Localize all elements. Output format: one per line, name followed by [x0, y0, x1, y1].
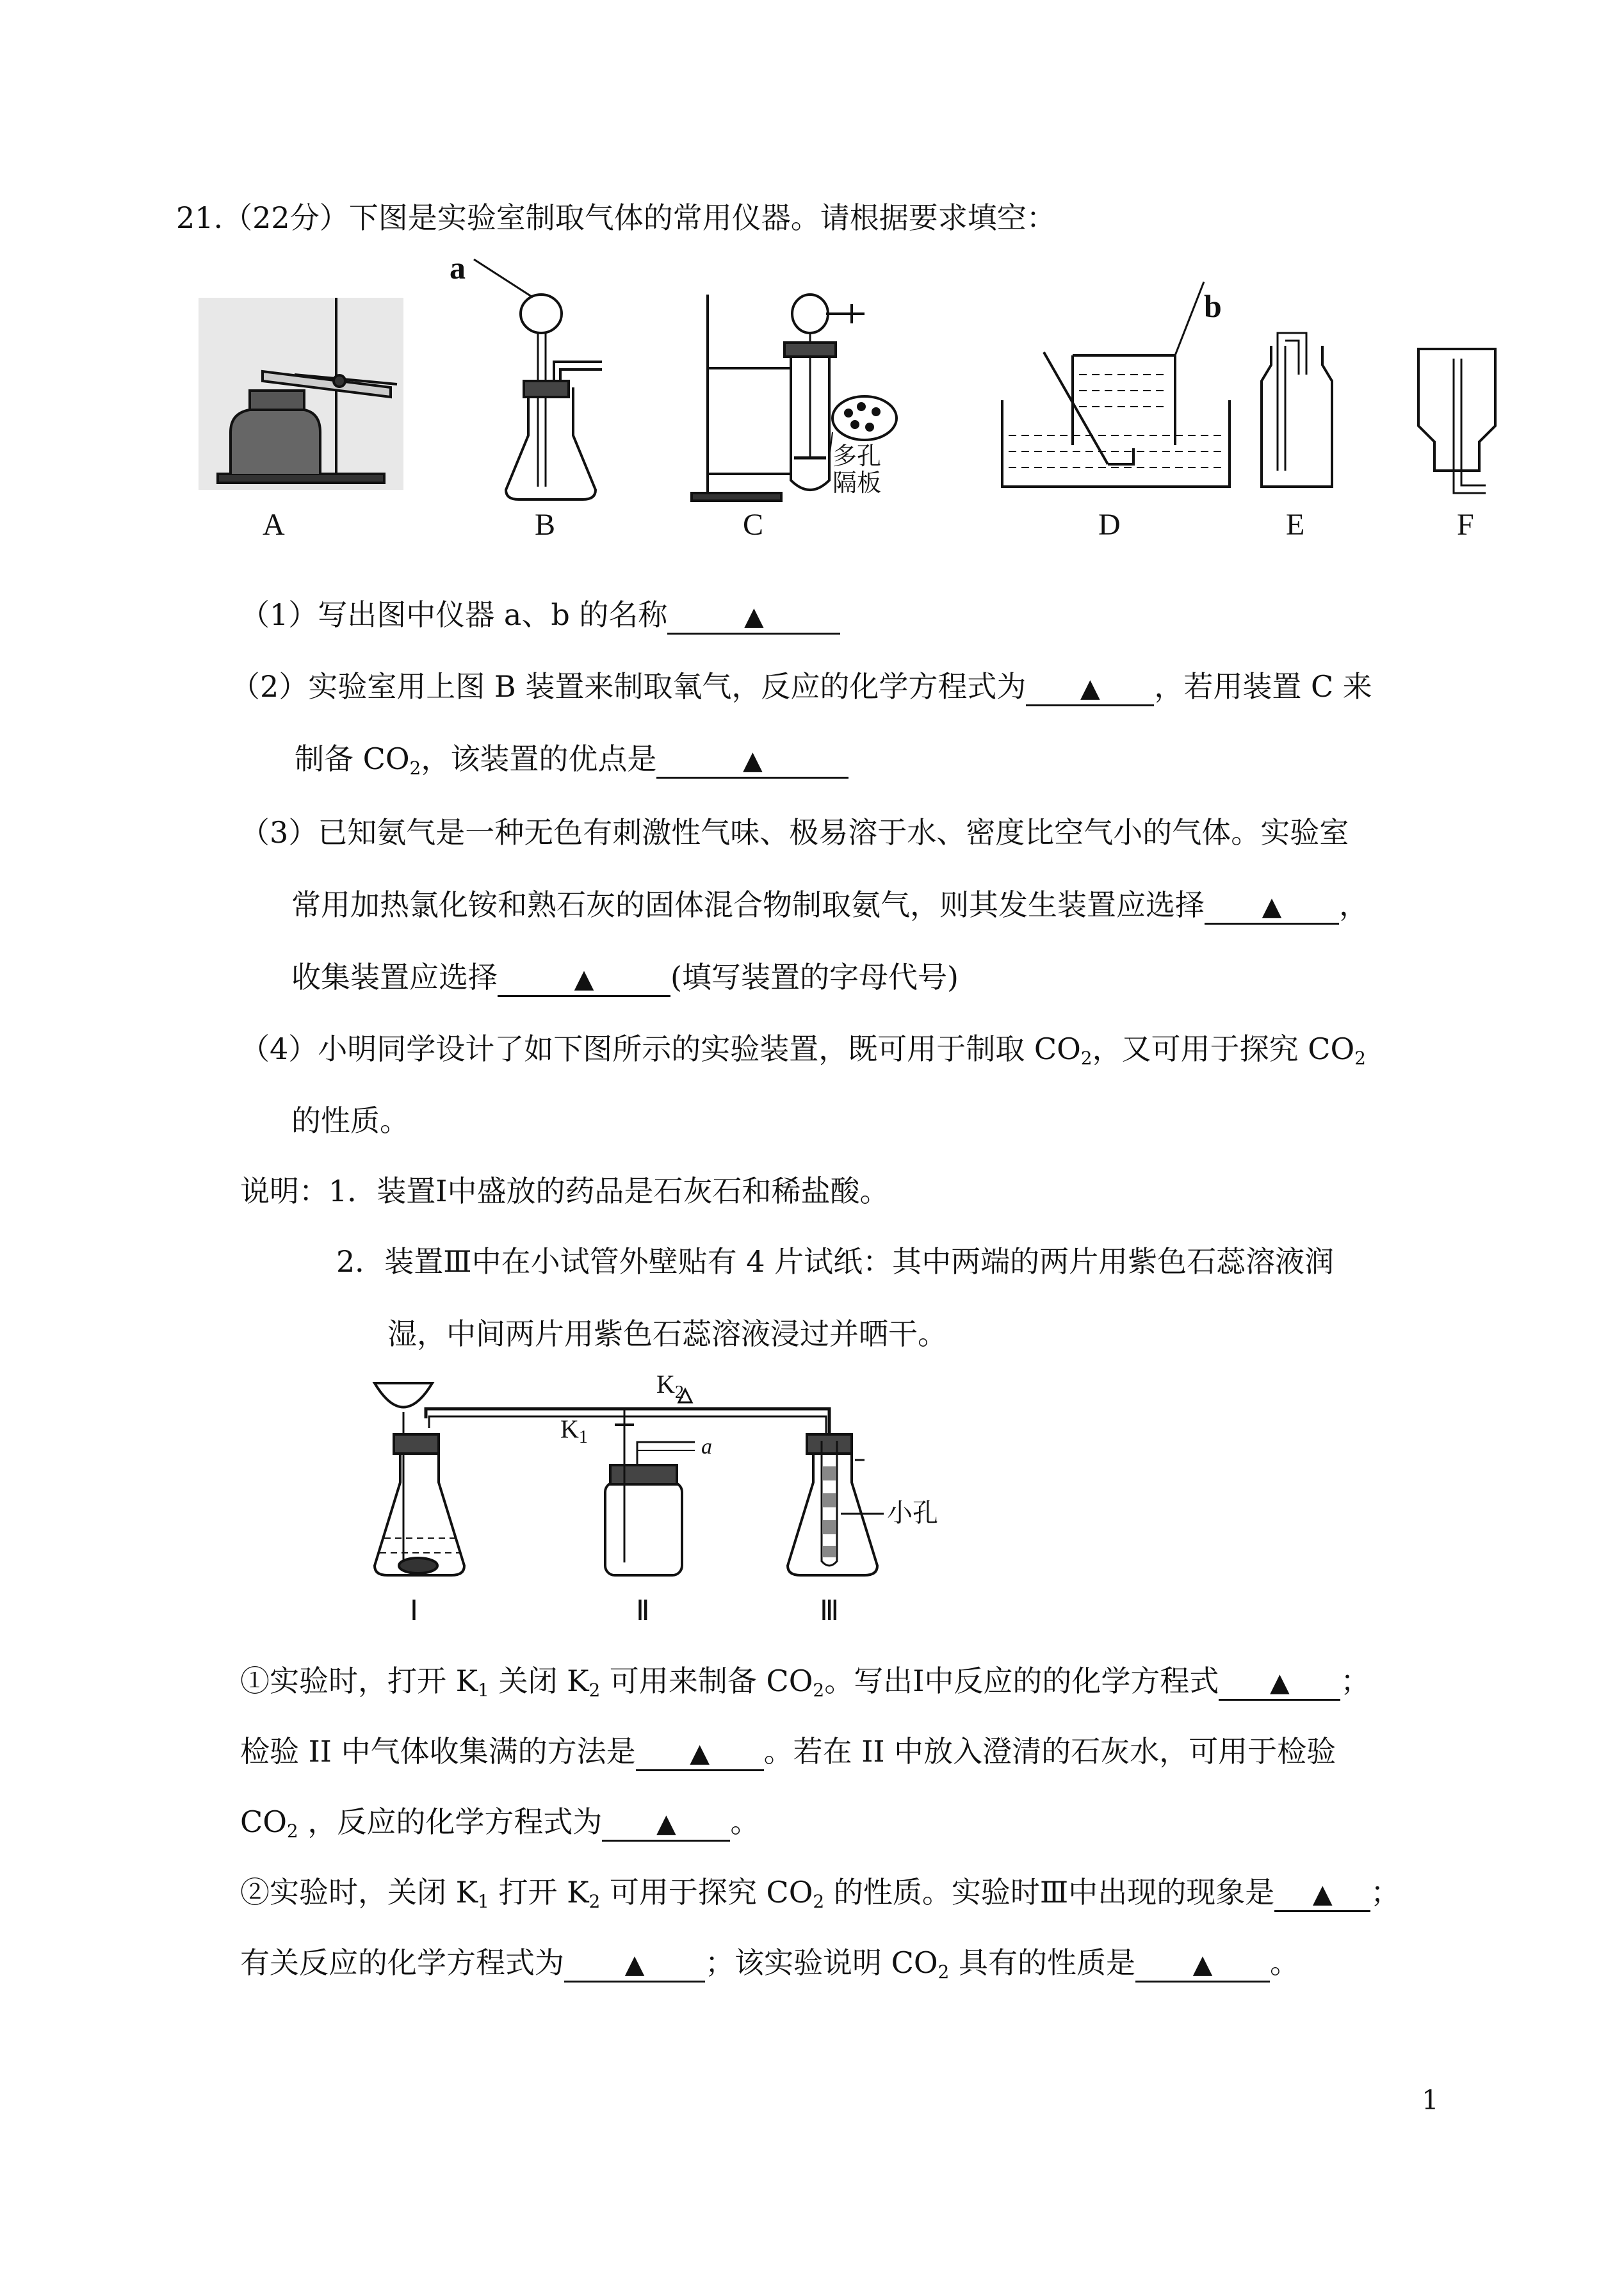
- subscript: 1: [478, 1680, 489, 1701]
- q3-line2-tail: ，: [1339, 888, 1368, 922]
- subscript: 2: [589, 1680, 601, 1701]
- answer-mark: ▲: [1312, 1879, 1333, 1909]
- q4-line1-mid: ，又可用于探究 CO: [1092, 1032, 1355, 1066]
- q2-line2: [295, 740, 849, 779]
- q2-line1-tail: ，若用装置 C 来: [1154, 669, 1372, 704]
- label-i: Ⅰ: [410, 1595, 418, 1626]
- subscript: 2: [938, 1961, 950, 1983]
- p2-phenomenon-blank[interactable]: [1274, 1876, 1370, 1912]
- answer-mark: ▲: [744, 602, 764, 631]
- flask-iii: [788, 1434, 884, 1575]
- subscript: 2: [1354, 1048, 1366, 1069]
- valve-k2-label: $K_2$: [656, 1370, 684, 1402]
- q3-line3-tail: (填写装置的字母代号): [670, 960, 959, 994]
- answer-mark: ▲: [574, 964, 594, 994]
- text: 。若在 II 中放入澄清的石灰水，可用于检验: [763, 1734, 1336, 1769]
- label-b: B: [535, 508, 556, 541]
- subscript: 2: [813, 1680, 825, 1701]
- subscript: 2: [589, 1891, 601, 1912]
- text: CO: [240, 1804, 287, 1839]
- q2-line1: [231, 667, 1372, 706]
- q3-line2-text: 常用加热氯化铵和熟石灰的固体混合物制取氨气，则其发生装置应选择: [291, 888, 1205, 922]
- answer-mark: ▲: [1262, 892, 1282, 921]
- q4-line2: 的性质。: [291, 1103, 409, 1138]
- subscript: 2: [813, 1891, 825, 1912]
- p1-line1: [240, 1662, 1370, 1701]
- pointer-b: b: [1204, 288, 1222, 324]
- porous-plate-note-2: 隔板: [832, 469, 882, 497]
- text: 检验 II 中气体收集满的方法是: [240, 1734, 636, 1769]
- p2-line2: [240, 1943, 1299, 1983]
- note-2-line1: 2．装置Ⅲ中在小试管外壁贴有 4 片试纸：其中两端的两片用紫色石蕊溶液润: [336, 1244, 1335, 1279]
- text: 可用来制备 CO: [600, 1664, 813, 1698]
- apparatus-d: [1002, 282, 1230, 487]
- flask-i: [375, 1383, 829, 1575]
- label-e: E: [1286, 508, 1305, 541]
- outlet-a: a: [701, 1435, 712, 1459]
- porous-plate-note-1: 多孔: [832, 442, 882, 470]
- answer-mark: ▲: [1080, 674, 1100, 703]
- p2-equation-blank[interactable]: [564, 1947, 705, 1983]
- apparatus-b: [474, 259, 602, 499]
- p1-method-blank[interactable]: [636, 1735, 764, 1771]
- q3-collector-blank[interactable]: [498, 961, 670, 997]
- answer-mark: ▲: [742, 746, 763, 775]
- question-header: 21.（22分）下图是实验室制取气体的常用仪器。请根据要求填空：: [176, 200, 1056, 235]
- text: 。写出Ⅰ中反应的的化学方程式: [824, 1664, 1219, 1698]
- subscript: 2: [409, 758, 421, 779]
- text: ；: [1340, 1664, 1370, 1698]
- text: 。: [730, 1804, 760, 1839]
- answer-mark: ▲: [1270, 1668, 1290, 1698]
- q3-line1: （3）已知氨气是一种无色有刺激性气味、极易溶于水、密度比空气小的气体。实验室: [240, 815, 1349, 850]
- p1-line3: [240, 1803, 759, 1842]
- q4-line1-text: （4）小明同学设计了如下图所示的实验装置，既可用于制取 CO: [240, 1032, 1081, 1066]
- co2-apparatus-figure: [368, 1370, 945, 1633]
- text: ①实验时，打开 K: [240, 1664, 478, 1698]
- text: 有关反应的化学方程式为: [240, 1945, 564, 1980]
- note-1: 说明：1．装置Ⅰ中盛放的药品是石灰石和稀盐酸。: [240, 1174, 889, 1208]
- q3-generator-blank[interactable]: [1205, 889, 1339, 925]
- apparatus-a: [199, 298, 403, 490]
- label-iii: Ⅲ: [820, 1595, 840, 1626]
- label-f: F: [1457, 508, 1474, 541]
- text: ②实验时，关闭 K: [240, 1875, 478, 1910]
- apparatus-figure: [186, 253, 1543, 541]
- p1-line2: [240, 1732, 1336, 1771]
- q2-line2-text: 制备 CO: [295, 742, 410, 776]
- text: ；: [1370, 1875, 1401, 1910]
- text: 可用于探究 CO: [600, 1875, 813, 1910]
- subscript: 2: [286, 1821, 298, 1842]
- label-a: A: [263, 508, 285, 541]
- q3-line3-text: 收集装置应选择: [291, 960, 498, 994]
- q1-answer-blank[interactable]: [667, 599, 840, 635]
- text: ，反应的化学方程式为: [298, 1804, 603, 1839]
- answer-mark: ▲: [690, 1739, 710, 1768]
- valve-k1-label: $K_1$: [560, 1415, 588, 1447]
- answer-mark: ▲: [1192, 1950, 1213, 1979]
- apparatus-e: [1262, 333, 1332, 487]
- bottle-ii: [605, 1409, 695, 1575]
- text: ；该实验说明 CO: [705, 1945, 938, 1980]
- p2-line1: [240, 1873, 1400, 1912]
- pointer-a: a: [450, 253, 466, 286]
- answer-mark: ▲: [656, 1809, 676, 1838]
- q3-line2: [291, 886, 1368, 925]
- text: 具有的性质是: [949, 1945, 1135, 1980]
- subscript: 2: [1080, 1048, 1092, 1069]
- page-number: 1: [1422, 2084, 1439, 2116]
- q4-line1: [240, 1030, 1366, 1068]
- q3-line3: [291, 958, 959, 997]
- subscript: 1: [478, 1891, 489, 1912]
- p1-limewater-equation-blank[interactable]: [602, 1806, 730, 1842]
- label-c: C: [743, 508, 764, 541]
- note-2-line2: 湿，中间两片用紫色石蕊溶液浸过并晒干。: [387, 1317, 947, 1351]
- q2-line2-tail: ，该装置的优点是: [421, 742, 657, 776]
- q2-line1-text: （2）实验室用上图 B 装置来制取氧气，反应的化学方程式为: [231, 669, 1027, 704]
- q1-text: （1）写出图中仪器 a、b 的名称: [240, 597, 668, 632]
- p2-property-blank[interactable]: [1135, 1947, 1270, 1983]
- answer-mark: ▲: [624, 1950, 645, 1979]
- label-d: D: [1098, 508, 1121, 541]
- q1-line: [240, 596, 840, 635]
- q2-equation-blank[interactable]: [1026, 670, 1154, 706]
- text: 。: [1269, 1945, 1299, 1980]
- text: 打开 K: [489, 1875, 589, 1910]
- p1-equation-blank[interactable]: [1219, 1665, 1340, 1701]
- text: 关闭 K: [489, 1664, 589, 1698]
- label-ii: Ⅱ: [636, 1595, 650, 1626]
- apparatus-f: [1418, 349, 1495, 493]
- small-hole-label: 小孔: [887, 1498, 938, 1528]
- text: 的性质。实验时Ⅲ中出现的现象是: [824, 1875, 1275, 1910]
- q2-advantage-blank[interactable]: [656, 743, 849, 779]
